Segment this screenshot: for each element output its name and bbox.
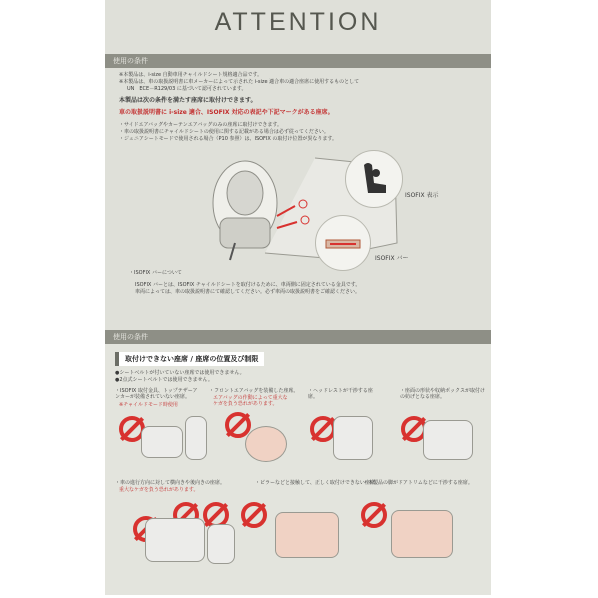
attention-bottom-panel [105,330,491,595]
note-1: ※本製品は、i-size 自動車用チャイルドシート規格適合品です。 [119,72,263,78]
storage-box-illustration [423,420,473,460]
pillar-contact-illustration [275,512,339,558]
case-2-warning: エアバッグの作動によって重大なケガを負う恐れがあります。 [213,395,288,407]
isofix-mark-zoom [345,150,403,208]
sideways-seat-illustration [145,518,205,562]
prohibit-icon-9 [361,502,387,528]
sideways-seat-illustration-b [207,524,235,564]
note-2: ※本製品は、車の取扱説明書に車メーカーによって示された i-size 適合車の適合座席に使用するものとして [119,79,360,85]
isofix-mark-label: ISOFIX 表示 [405,192,439,199]
isofix-desc-1: ISOFIX バーとは、ISOFIX チャイルドシートを取付けるために、車両側に固定されている金具です。 [135,282,361,288]
airbag-illustration [245,426,287,462]
isofix-about-heading: ・ISOFIX バーについて [129,270,182,276]
case-6-text: ・ピラーなどと接触して、正しく取付けできない座席。 [255,480,380,486]
mount-condition: 本製品は次の条件を満たす座席に取付けできます。 [119,97,257,104]
section-band-conditions: 使用の条件 [105,54,491,68]
case-1-warning: ※チャイルドモード時使用 [119,402,178,408]
section-band-conditions-2: 使用の条件 [105,330,491,344]
case-1-text: ・ISOFIX 取付金具、トップテザーアンカーが装備されていない座席。 [115,388,198,400]
bullet-2: ・車の取扱説明書にチャイルドシートの使用に関する記載がある場合は必ず従ってください。 [119,129,329,135]
case-4-text: ・座面の形状や収納ボックスが取付けの妨げとなる座席。 [400,388,485,400]
seat-illustration-1b [185,416,207,460]
bullet-1: ・サイドエアバッグやカーテンエアバッグのみの座席に取付けできます。 [119,122,283,128]
rule-1: ●シートベルトが付いていない座席では使用できません。 [115,370,245,376]
case-7-text: ・本製品の脚がドアトリムなどに干渉する座席。 [363,480,473,486]
note-3: UN ECE－R129/03 に基づいて認可されています。 [127,86,247,92]
section-subhead: 取付けできない座席 / 座席の位置及び制限 [115,352,264,366]
attention-top-panel [105,0,491,330]
door-trim-illustration [391,510,453,558]
isofix-bar-label: ISOFIX バー [375,255,409,262]
rule-2: ●2点式シートベルトでは使用できません。 [115,377,213,383]
seat-icon [346,151,402,207]
case-2-text: ・フロントエアバッグを装備した座席。 [209,388,299,394]
page-title: ATTENTION [214,8,382,36]
isofix-bar-zoom [315,215,371,271]
isofix-bar-icon [316,216,370,270]
case-5-warning: 重大なケガを負う恐れがあります。 [119,487,199,493]
case-5-text: ・車の進行方向に対して横向きや後向きの座席。 [115,480,226,486]
manual-condition: 車の取扱説明書に i-size 適合、ISOFIX 対応の表記や下記マークがある座席。 [119,109,334,116]
isofix-desc-2: 車両によっては、車の取扱説明書にて確認してください。必ず車両の取扱説明書をご確認ください。 [135,289,361,295]
case-3-text: ・ヘッドレストが干渉する座席。 [308,388,373,400]
seat-illustration-1 [141,426,183,458]
bullet-3: ・ジュニアシートモードで使用される場合（P10 参照）は、ISOFIX の取付け位置が異なります。 [119,136,338,142]
headrest-illustration [333,416,373,460]
prohibit-icon-8 [241,502,267,528]
